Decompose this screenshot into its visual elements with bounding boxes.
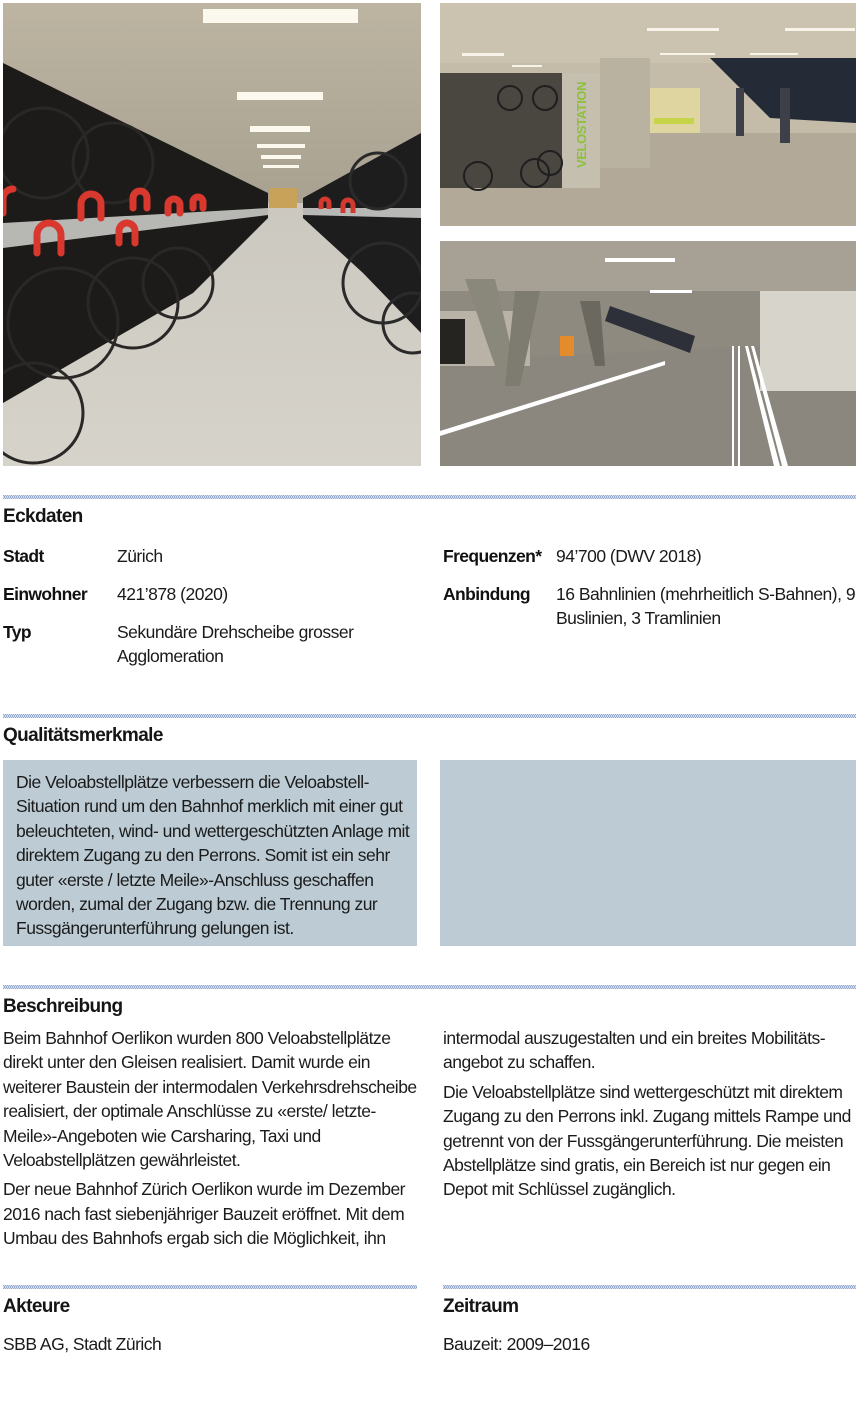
velostation-entrance-photo xyxy=(440,3,856,226)
eckdaten-value-typ: Sekundäre Drehscheibe grosser Agglomeration xyxy=(117,622,354,666)
velostation-entrance-image xyxy=(440,3,856,226)
section-divider xyxy=(3,985,856,989)
eckdaten-value-stadt: Zürich xyxy=(117,546,163,566)
eckdaten-label-einwohner: Einwohner xyxy=(3,584,88,604)
eckdaten-value-einwohner: 421’878 (2020) xyxy=(117,584,228,604)
qualitaet-empty-box xyxy=(440,760,856,946)
eckdaten-value-frequenzen: 94’700 (DWV 2018) xyxy=(556,546,702,566)
akteure-title: Akteure xyxy=(3,1296,70,1317)
qualitaet-box xyxy=(3,760,417,946)
qualitaet-text: Die Veloabstellplätze verbessern die Veloabstell-Situation rund um den Bahnhof merklich mit einer gut beleuchteten, wind- und wettergeschützten Anlage mit direktem Zugang zu den Perrons. Somit ist ein sehr guter «erste / letzte Meile»-Anschluss geschaffen worden, zumal der Zugang bzw. die Trennung zur Fussgängerunterführung gelungen ist. xyxy=(16,772,410,939)
beschreibung-paragraph: Beim Bahnhof Oerlikon wurden 800 Veloabstellplätze direkt unter den Gleisen realisiert. Damit wurde ein weiterer Baustein der intermodalen Verkehrsdrehscheibe realisiert, der optimale Anschlüsse zu «erste/ letzte-Meile»-Angeboten wie Carsharing, Taxi und Veloabstellplätzen gewährleistet. xyxy=(3,1028,417,1171)
qualitaet-title: Qualitätsmerkmale xyxy=(3,725,163,746)
bike-parking-aisle-image xyxy=(3,3,421,466)
beschreibung-right-column xyxy=(443,1026,856,1202)
underpass-ramp-photo xyxy=(440,241,856,466)
beschreibung-paragraph: Der neue Bahnhof Zürich Oerlikon wurde im Dezember 2016 nach fast siebenjähriger Bauzeit eröffnet. Mit dem Umbau des Bahnhofs ergab sich die Möglichkeit, ihn xyxy=(3,1179,405,1249)
beschreibung-paragraph: Die Veloabstellplätze sind wettergeschützt mit direktem Zugang zu den Perrons inkl. Zugang mittels Rampe und getrennt von der Fussgängerunterführung. Die meisten Abstellplätze sind gratis, ein Bereich ist nur gegen ein Depot mit Schlüssel zugänglich. xyxy=(443,1081,851,1200)
beschreibung-left-column xyxy=(3,1026,417,1251)
beschreibung-title: Beschreibung xyxy=(3,996,123,1017)
section-divider xyxy=(443,1285,856,1289)
eckdaten-value-anbindung: 16 Bahnlinien (mehrheitlich S-Bahnen), 9 Buslinien, 3 Tramlinien xyxy=(556,584,856,628)
section-divider xyxy=(3,714,856,718)
akteure-text: SBB AG, Stadt Zürich xyxy=(3,1334,162,1354)
eckdaten-label-typ: Typ xyxy=(3,622,32,642)
eckdaten-title: Eckdaten xyxy=(3,506,83,527)
bike-parking-aisle-photo xyxy=(3,3,421,466)
zeitraum-text: Bauzeit: 2009–2016 xyxy=(443,1334,590,1354)
zeitraum-title: Zeitraum xyxy=(443,1296,519,1317)
eckdaten-label-frequenzen: Frequenzen* xyxy=(443,546,542,566)
velostation-sign-text: VELOSTATION xyxy=(574,81,589,168)
eckdaten-label-stadt: Stadt xyxy=(3,546,44,566)
section-divider xyxy=(3,1285,417,1289)
eckdaten-label-anbindung: Anbindung xyxy=(443,584,530,604)
section-divider xyxy=(3,495,856,499)
underpass-ramp-image xyxy=(440,241,856,466)
beschreibung-paragraph: intermodal auszugestalten und ein breites Mobilitätsangebot zu schaffen. xyxy=(443,1028,826,1073)
